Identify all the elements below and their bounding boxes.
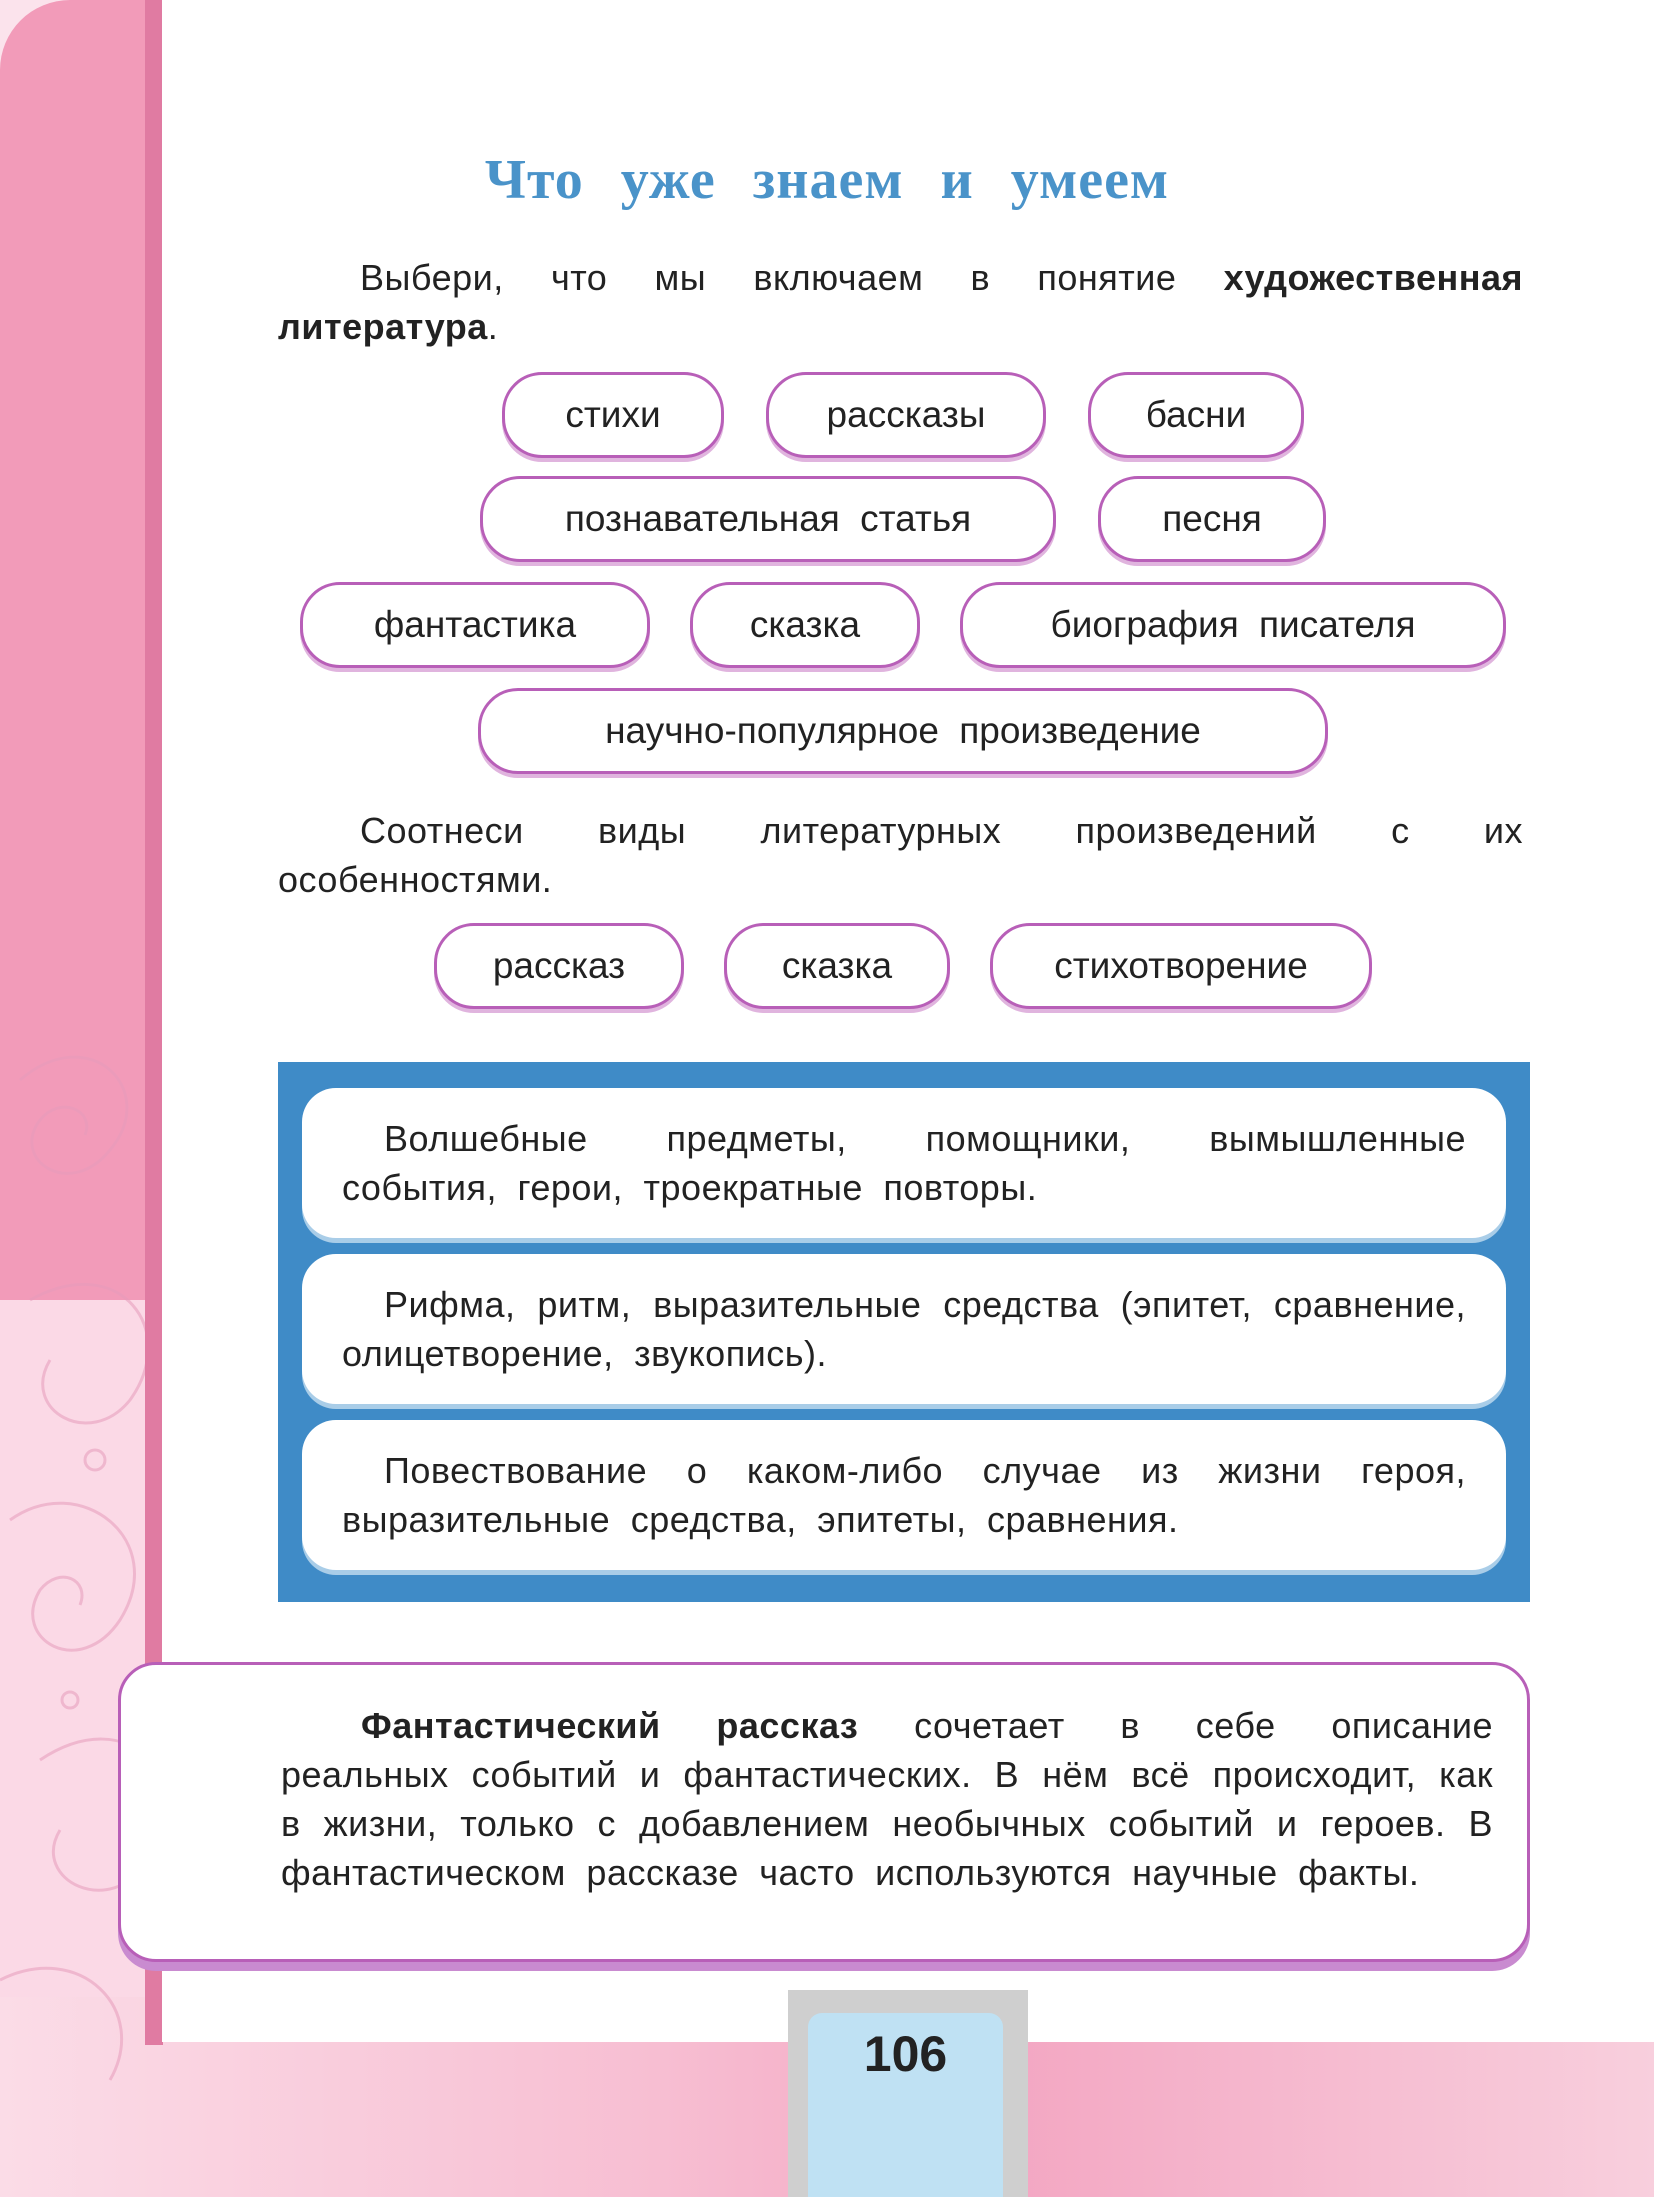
option-pill-nauchno-populyarnoe[interactable]: научно-популярное произведение — [478, 688, 1328, 774]
task-1-suffix: . — [487, 306, 499, 347]
feature-card-1-text: Волшебные предметы, помощники, вымышленные события, герои, троекратные повторы. — [342, 1118, 1466, 1208]
feature-card-2-text: Рифма, ритм, выразительные средства (эпитет, сравнение, олицетворение, звукопись). — [342, 1284, 1466, 1374]
option-pill-pesnya[interactable]: песня — [1098, 476, 1326, 562]
option-pill-poznavatelnaya-statya[interactable]: познавательная статья — [480, 476, 1056, 562]
page-title: Что уже знаем и умеем — [484, 149, 1170, 211]
feature-card-3[interactable] — [302, 1420, 1506, 1570]
task-2-text: Соотнеси виды литературных произведений с их особенностями. — [278, 810, 1523, 900]
option-pill-basni[interactable]: басни — [1088, 372, 1304, 458]
task-1-bold-term: художественная литература — [278, 257, 1523, 347]
option-pill-stikhi[interactable]: стихи — [502, 372, 724, 458]
feature-card-3-text: Повествование о каком-либо случае из жизни героя, выразительные средства, эпитеты, сравнения. — [342, 1450, 1466, 1540]
task-1-text: Выбери, что мы включаем в понятие — [360, 257, 1177, 298]
task-2-instruction — [278, 806, 1523, 904]
genre-pill-rasskaz[interactable]: рассказ — [434, 923, 684, 1009]
task-1-instruction — [278, 253, 1523, 351]
rule-text: сочетает в себе описание реальных событий и фантастических. В нём всё происходит, как в жизни, только с добавлением необычных событий и героев. В фантастическом рассказе часто используются научные факты. — [281, 1705, 1493, 1893]
option-pill-skazka[interactable]: сказка — [690, 582, 920, 668]
features-panel — [278, 1062, 1530, 1602]
rule-box — [118, 1662, 1530, 1962]
option-pill-fantastika[interactable]: фантастика — [300, 582, 650, 668]
feature-card-1[interactable] — [302, 1088, 1506, 1238]
rule-term: Фантастический рассказ — [361, 1705, 859, 1746]
feature-card-2[interactable] — [302, 1254, 1506, 1404]
genre-pill-stikhotvorenie[interactable]: стихотворение — [990, 923, 1372, 1009]
genre-pill-skazka[interactable]: сказка — [724, 923, 950, 1009]
page-number: 106 — [808, 2013, 1003, 2197]
option-pill-biografiya-pisatelya[interactable]: биография писателя — [960, 582, 1506, 668]
option-pill-rasskazy[interactable]: рассказы — [766, 372, 1046, 458]
